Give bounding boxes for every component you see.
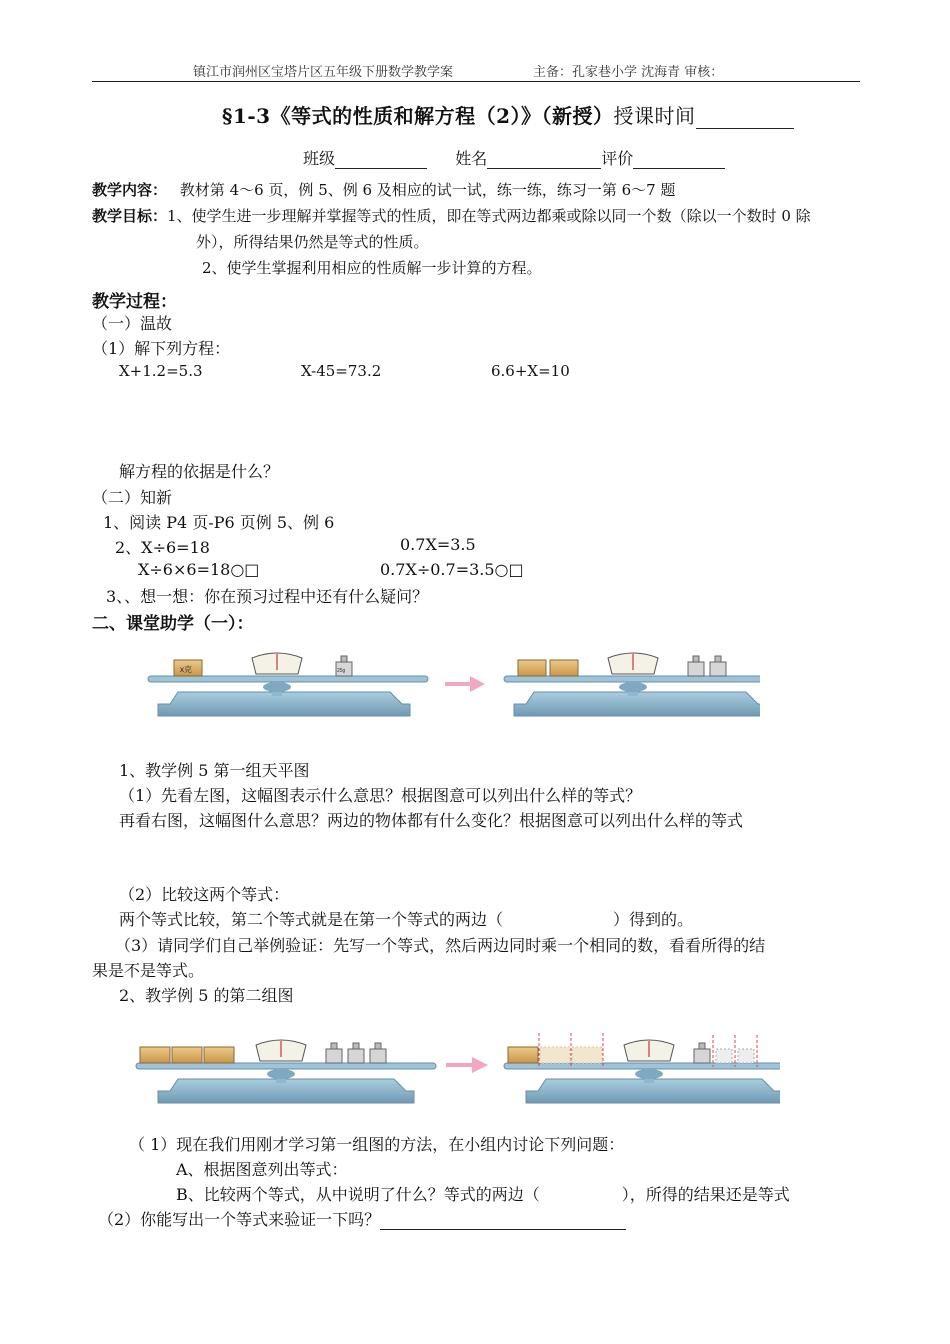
goal-1a: 1、使学生进一步理解并掌握等式的性质，即在等式两边都乘或除以同一个数（除以一个数时 0 除 [167,207,811,225]
equation-3: 6.6+X=10 [491,362,570,380]
name-label: 姓名 [455,149,488,168]
equation-1: X+1.2=5.3 [119,362,203,380]
page-title [222,100,794,129]
title-main: §1-3《等式的性质和解方程（2）》（新授） [222,104,614,128]
question-2b [119,907,693,930]
balance-figure-2 [130,1025,780,1109]
example2-title: 2、教学例 5 的第二组图 [119,986,294,1005]
content-row [92,179,675,200]
question-1: （1）先看左图，这幅图表示什么意思？根据图意可以列出什么样的等式？ [119,786,642,805]
process-label: 教学过程： [92,292,177,312]
verify-blank[interactable] [380,1211,626,1230]
content-label: 教学内容： [92,181,168,199]
read-instruction: 1、阅读 P4 页-P6 页例 5、例 6 [103,513,335,532]
header-school: 镇江市润州区宝塔片区五年级下册数学教学案 [193,65,454,80]
task-b [176,1182,790,1205]
task-a: A、根据图意列出等式： [176,1160,348,1179]
basis-question: 解方程的依据是什么？ [119,462,280,481]
name-blank[interactable] [487,150,601,169]
verify-question-text: （2）你能写出一个等式来验证一下吗？ [98,1210,381,1229]
item-2a: 2、X÷6=18 [115,538,210,557]
arrow-icon-2 [446,1057,488,1073]
header-divider [92,81,860,82]
class-blank[interactable] [335,150,427,169]
title-time-label: 授课时间 [613,104,696,128]
item-2d: 0.7X÷0.7=3.5○□ [380,560,524,579]
solve-heading: （1）解下列方程： [92,339,231,358]
goal-2: 2、使学生掌握利用相应的性质解一步计算的方程。 [202,259,542,277]
balance-right [504,653,760,716]
question-1b: 再看右图，这幅图什么意思？两边的物体都有什么变化？根据图意可以列出什么样的等式 [119,811,744,830]
question-2: （2）比较这两个等式： [119,885,290,904]
task-b-post: ），所得的结果还是等式 [621,1185,790,1204]
eval-blank[interactable] [633,150,725,169]
example1-title: 1、教学例 5 第一组天平图 [119,761,310,780]
question-3b: 果是不是等式。 [92,961,205,980]
question-2b-pre: 两个等式比较，第二个等式就是在第一个等式的两边（ [119,910,504,929]
verify-question [98,1207,626,1230]
box-label: x克 [180,665,192,674]
content-text: 教材第 4～6 页，例 5、例 6 及相应的试一试，练一练，练习一第 6～7 题 [179,181,676,199]
goal-1b: 外），所得结果仍然是等式的性质。 [196,233,429,251]
review-heading: （一）温故 [92,314,173,333]
item-2b: 0.7X=3.5 [400,535,476,554]
task-b-pre: B、比较两个等式，从中说明了什么？等式的两边（ [176,1185,540,1204]
question-2b-post: ）得到的。 [613,910,694,929]
goals-row [92,205,811,226]
class-help-heading: 二、课堂助学（一）： [92,614,254,634]
equation-2: X-45=73.2 [301,362,382,380]
eval-label: 评价 [601,149,634,168]
discussion-prompt: （ 1）现在我们用刚才学习第一组图的方法，在小组内讨论下列问题： [129,1135,625,1154]
balance-left [148,653,428,716]
class-label: 班级 [303,149,336,168]
think-question: 3、、想一想：你在预习过程中还有什么疑问？ [106,587,429,606]
header-author: 主备：孔家巷小学 沈海青 审核： [533,65,724,80]
weight-label: 25g [337,668,346,674]
item-2c: X÷6×6=18○□ [138,560,260,579]
balance-figure-1 [140,640,760,722]
balance-left-2 [136,1040,436,1103]
balance-right-2 [504,1033,780,1103]
new-heading: （二）知新 [92,488,173,507]
question-3a: （3）请同学们自己举例验证：先写一个等式，然后两边同时乘一个相同的数，看看所得的结 [115,936,766,955]
arrow-icon [445,676,485,692]
time-blank[interactable] [696,108,794,129]
student-info-row [303,146,725,169]
goals-label: 教学目标： [92,207,168,225]
